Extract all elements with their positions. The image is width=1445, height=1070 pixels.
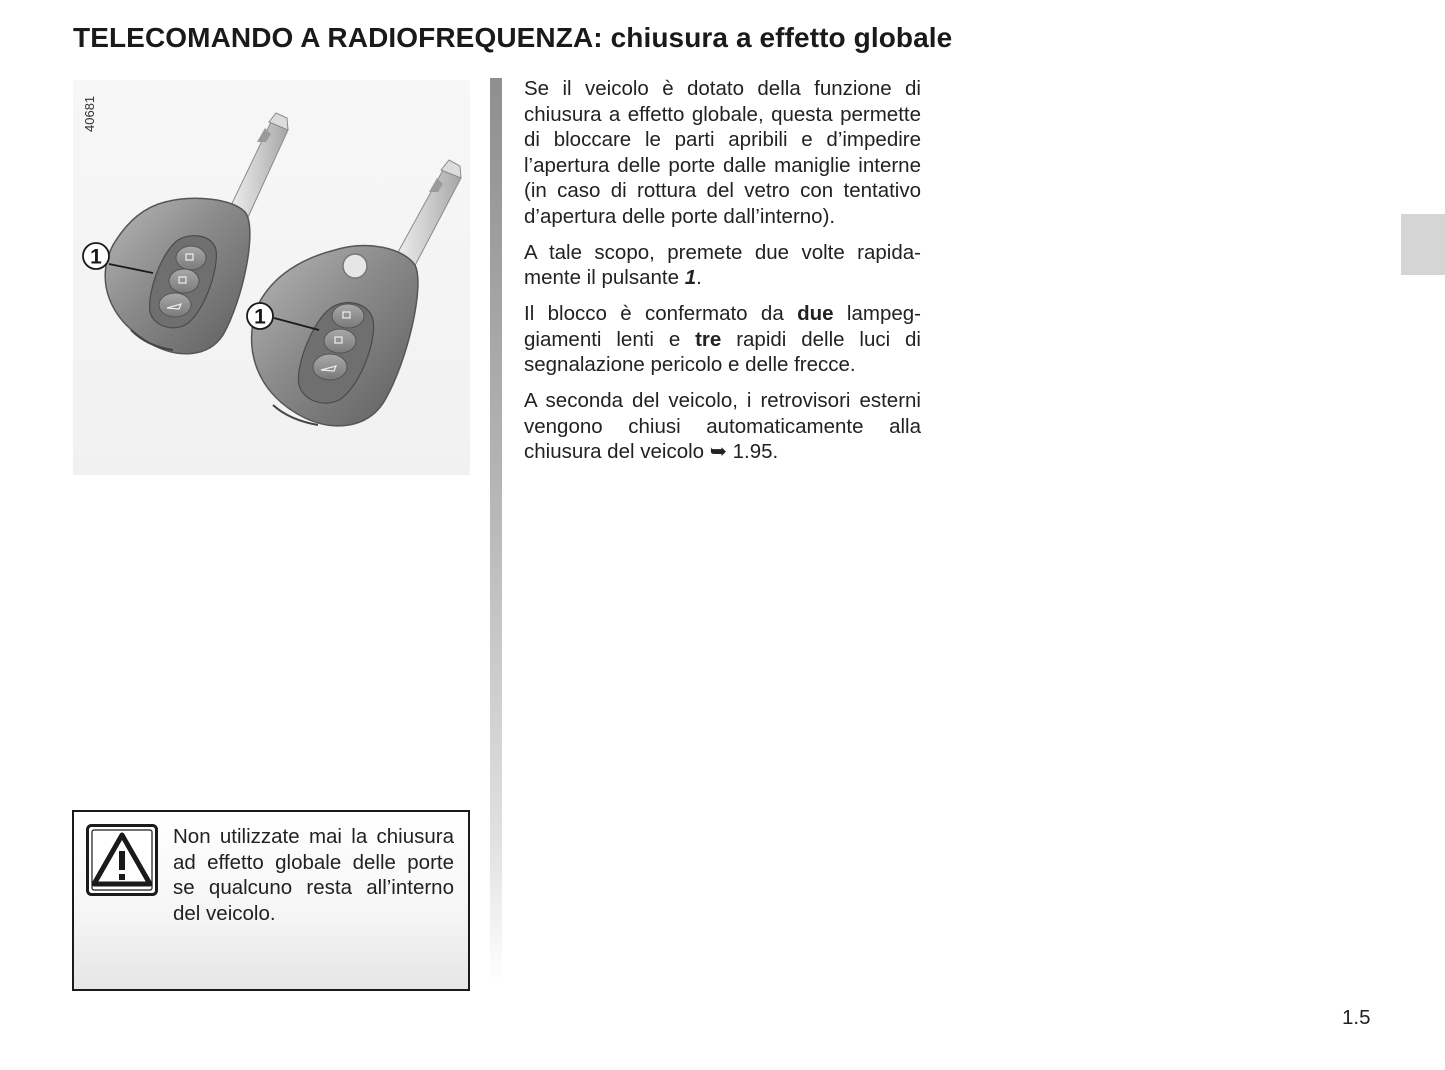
page-reference-arrow-icon: ➥ — [709, 440, 727, 463]
bold-tre: tre — [695, 327, 722, 351]
paragraph-confirmation-text: Il blocco è confermato da — [524, 302, 798, 325]
callout-label-left: 1 — [90, 245, 102, 269]
remote-key-illustration — [73, 80, 470, 475]
page-reference-link[interactable]: 1.95. — [726, 440, 779, 463]
paragraph-confirmation-end: rapidi delle luci di segnalazione pericolo e delle frecce. — [524, 327, 921, 376]
callout-label-right: 1 — [254, 305, 266, 329]
column-divider — [490, 78, 502, 983]
paragraph-mirrors — [524, 388, 921, 465]
main-text — [524, 76, 921, 475]
paragraph-instruction-end: . — [696, 266, 702, 289]
right-key-fob — [252, 246, 418, 426]
button-reference: 1 — [684, 266, 697, 289]
page-title: TELECOMANDO A RADIOFREQUENZA: chiusura a effetto globale — [73, 22, 953, 53]
paragraph-confirmation — [524, 301, 921, 378]
paragraph-instruction — [524, 240, 921, 291]
warning-text: Non utilizzate mai la chiusura ad effetto globale delle porte se qualcuno resta all’interno del veicolo. — [173, 825, 454, 925]
page-number: 1.5 — [1342, 1006, 1371, 1029]
paragraph-function — [524, 76, 921, 229]
figure-reference-code: 40681 — [82, 95, 97, 132]
paragraph-instruction-text: A tale scopo, premete due volte rapidamente il pulsante — [524, 240, 921, 289]
chapter-tab — [1401, 214, 1445, 275]
bold-due: due — [797, 302, 834, 325]
warning-box — [72, 810, 470, 991]
warning-triangle-icon — [86, 824, 158, 896]
paragraph-mirrors-text: A seconda del veicolo, i retrovisori esterni vengono chiusi automaticamente alla chiusura del veicolo — [524, 389, 921, 463]
left-key-fob — [105, 198, 250, 353]
key-fobs-drawing — [73, 80, 470, 475]
paragraph-function-text: Se il veicolo è dotato della funzione di chiusura a effetto globale, questa permette di bloccare le parti apribili e d’impedire l’apertura delle porte dalle maniglie interne (in caso di rottura del vetro con tentativo d’apertura delle porte dall’interno). — [524, 77, 921, 228]
paragraph-confirmation-mid: lampeggiamenti lenti e — [524, 302, 921, 351]
